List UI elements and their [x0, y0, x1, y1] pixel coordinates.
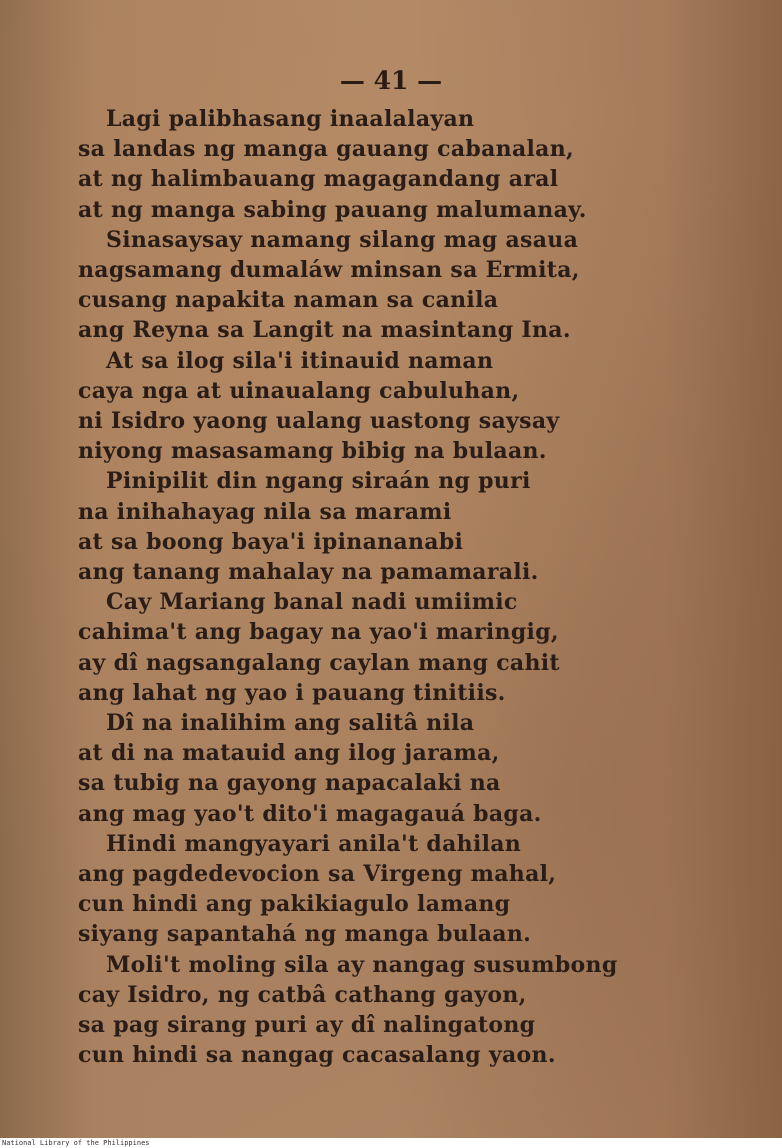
- verse-line: Cay Mariang banal nadi umiimic: [106, 589, 518, 616]
- verse-line: niyong masasamang bibig na bulaan.: [78, 438, 547, 465]
- verse-line: cun hindi sa nangag cacasalang yaon.: [78, 1042, 556, 1069]
- verse-line: na inihahayag nila sa marami: [78, 498, 452, 525]
- verse-line: sa pag sirang puri ay dî nalingatong: [78, 1012, 536, 1038]
- verse-line: cusang napakita naman sa canila: [78, 287, 499, 314]
- verse-line: siyang sapantahá ng manga bulaan.: [78, 921, 532, 948]
- verse-line: sa landas ng manga gauang cabanalan,: [78, 136, 574, 163]
- verse-line: nagsamang dumaláw minsan sa Ermita,: [78, 257, 580, 283]
- verse-line: Sinasaysay namang silang mag asaua: [106, 226, 579, 253]
- verse-line: ang pagdedevocion sa Virgeng mahal,: [78, 861, 557, 887]
- page-number: — 41 —: [339, 66, 443, 95]
- verse-line: Lagi palibhasang inaalalayan: [106, 106, 475, 132]
- verse-line: Dî na inalihim ang salitâ nila: [106, 710, 475, 736]
- verse-line: Hindi mangyayari anila't dahilan: [106, 830, 522, 857]
- verse-line: At sa ilog sila'i itinauid naman: [106, 347, 494, 374]
- verse-line: cun hindi ang pakikiagulo lamang: [78, 891, 511, 918]
- verse-line: at ng halimbauang magagandang aral: [78, 166, 559, 193]
- verse-line: Moli't moling sila ay nangag susumbong: [106, 951, 618, 978]
- verse-line: ni Isidro yaong ualang uastong saysay: [78, 408, 560, 434]
- verse-line: cahima't ang bagay na yao'i maringig,: [78, 619, 559, 646]
- verse-line: caya nga at uinaualang cabuluhan,: [78, 377, 520, 404]
- verse-line: at di na matauid ang ilog jarama,: [78, 740, 500, 767]
- verse-line: Pinipilit din ngang siraán ng puri: [106, 468, 531, 495]
- verse-line: sa tubig na gayong napacalaki na: [78, 770, 501, 797]
- verse-line: ang lahat ng yao i pauang tinitiis.: [78, 679, 506, 706]
- verse-line: cay Isidro, ng catbâ cathang gayon,: [78, 981, 527, 1008]
- verse-line: ay dî nagsangalang caylan mang cahit: [78, 649, 560, 676]
- verse-line: at sa boong baya'i ipinananabi: [78, 528, 464, 555]
- verse-line: ang mag yao't dito'i magagauá baga.: [78, 800, 542, 827]
- verse-line: at ng manga sabing pauang malumanay.: [78, 196, 587, 223]
- verse-line: ang tanang mahalay na pamamarali.: [78, 559, 539, 585]
- library-credit: National Library of the Philippines: [2, 1139, 150, 1147]
- verse-line: ang Reyna sa Langit na masintang Ina.: [78, 317, 571, 344]
